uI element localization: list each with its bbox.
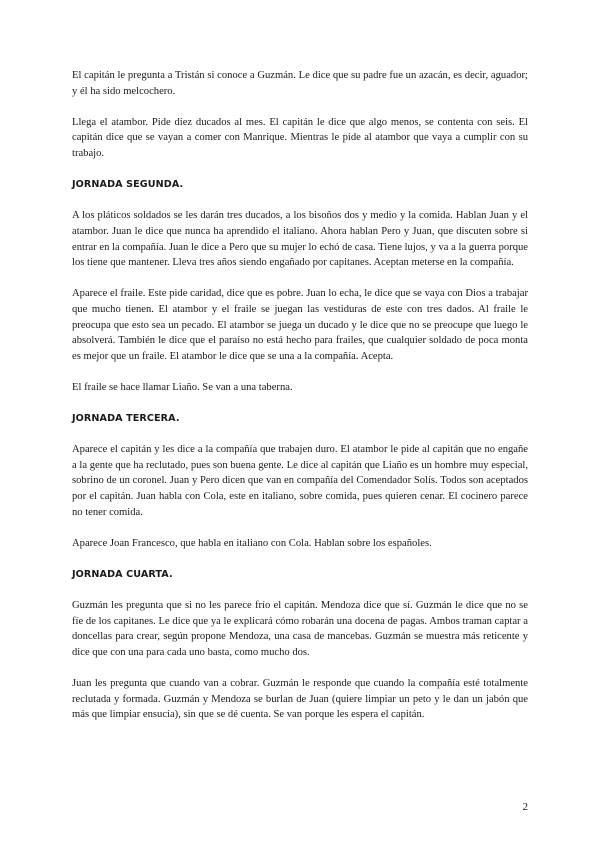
heading-jornada-cuarta: JORNADA CUARTA.: [72, 569, 173, 580]
paragraph-llega-atambor: Llega el atambor. Pide diez ducados al mes. El capitán le dice que algo menos, se contenta con seis. El capitán dice que se vayan a comer con Manrique. Mientras le pide al atambor que vaya a cumplir con su trabajo.: [72, 116, 528, 159]
paragraph-aparece-fraile: Aparece el fraile. Este pide caridad, dice que es pobre. Juan lo echa, le dice que se vaya con Dios a trabajar que mucho tienen. El atambor y el fraile se juegan las vestiduras de este con tres dados. Al fraile le preocupa que esto sea un pecado. El atambor se juega un ducado y le dice que no se preocupe que luego le absolverá. También le dice que el paraíso no está hecho para frailes, que cualquier soldado de poca monta es mejor que un fraile. El atambor le dice que se una a la compañía. Acepta.: [72, 288, 528, 362]
heading-jornada-tercera: JORNADA TERCERA.: [72, 413, 180, 425]
paragraph-guzman-mendoza: Guzmán les pregunta que si no les parece frío el capitán. Mendoza dice que sí. Guzmán le dice que no se fíe de los capitanes. Le dice que ya le explicará cómo robarán una docena de pagas. Ambos traman captar a doncellas para crear, según propone Mendoza, una casa de mancebas. Guzmán se muestra más reticente y dice que con una para cada uno basta, como mucho dos.: [72, 600, 528, 658]
paragraph-juan-cobrar: Juan les pregunta que cuando van a cobrar. Guzmán le responde que cuando la compañía esté totalmente reclutada y formada. Guzmán y Mendoza se burlan de Juan (quiere limpiar un peto y le dan un jabón que más que limpiar ensucia), sin que se dé cuenta. Se van porque les espera el capitán.: [72, 678, 528, 721]
paragraph-capitan-tristan: El capitán le pregunta a Tristán si conoce a Guzmán. Le dice que su padre fue un azacán, es decir, aguador; y él ha sido melcochero.: [72, 70, 528, 97]
paragraph-fraile-liano: El fraile se hace llamar Liaño. Se van a una taberna.: [72, 381, 293, 393]
paragraph-joan-francesco: Aparece Joan Francesco, que habla en italiano con Cola. Hablan sobre los españoles.: [72, 537, 432, 549]
paragraph-platicos-soldados: A los pláticos soldados se les darán tres ducados, a los bisoños dos y medio y la comida. Hablan Juan y el atambor. Juan le dice que nunca ha aprendido el italiano. Ahora hablan Pero y Juan, que discuten sobre si entrar en la compañía. Juan le dice a Pero que su mujer lo echó de casa. Tiene lujos, y va a la guerra porque los tiene que mantener. Lleva tres años siendo engañado por capitanes. Aceptan meterse en la compañía.: [72, 210, 528, 269]
document-page: [72, 68, 528, 739]
heading-jornada-segunda: JORNADA SEGUNDA.: [72, 179, 184, 191]
page-number: 2: [522, 801, 528, 813]
paragraph-aparece-capitan: Aparece el capitán y les dice a la compañía que trabajen duro. El atambor le pide al capitán que no engañe a la gente que ha reclutado, pues son buena gente. Le dice al capitán que Liaño es un hombre muy especial, sobrino de un coronel. Juan y Pero dicen que van en compañía del Comendador Solís. Todos son aceptados por el capitán. Juan habla con Cola, este en italiano, sobre comida, pues quieren cenar. El cocinero parece no tener comida.: [72, 444, 528, 518]
